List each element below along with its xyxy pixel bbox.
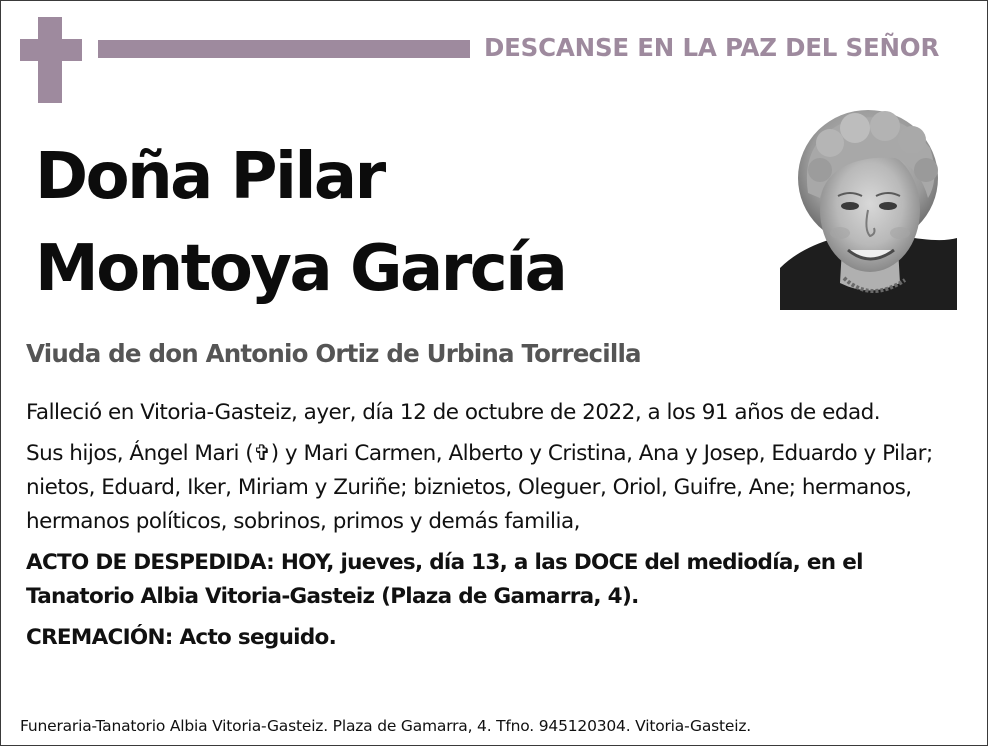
funeral-home-footer: Funeraria-Tanatorio Albia Vitoria-Gasteiz. Plaza de Gamarra, 4. Tfno. 945120304. Vitoria-Gasteiz. <box>20 717 752 735</box>
cross-horizontal-bar <box>20 39 82 61</box>
header-motto: DESCANSE EN LA PAZ DEL SEÑOR <box>484 33 940 62</box>
deceased-name-line-1: Doña Pilar <box>35 140 384 214</box>
farewell-ceremony: ACTO DE DESPEDIDA: HOY, jueves, día 13, a las DOCE del mediodía, en el Tanatorio Albia Vitoria-Gasteiz (Plaza de Gamarra, 4). <box>26 550 863 609</box>
cremation-notice: CREMACIÓN: Acto seguido. <box>26 625 337 650</box>
deceased-name-line-2: Montoya García <box>35 232 566 306</box>
family-list: Sus hijos, Ángel Mari (✞) y Mari Carmen, Alberto y Cristina, Ana y Josep, Eduardo y Pilar; nietos, Eduard, Iker, Miriam y Zuriñe; biznietos, Oleguer, Oriol, Guifre, Ane; hermanos, hermanos políticos, sobrinos, primos y demás familia, <box>26 441 933 534</box>
latin-cross-icon <box>20 17 82 103</box>
widow-of-line: Viuda de don Antonio Ortiz de Urbina Torrecilla <box>26 339 641 368</box>
deceased-name <box>35 131 755 315</box>
portrait-photo-svg <box>780 98 957 310</box>
obituary-body <box>26 396 956 662</box>
death-notice: Falleció en Vitoria-Gasteiz, ayer, día 12 de octubre de 2022, a los 91 años de edad. <box>26 400 881 425</box>
portrait-photo <box>780 98 957 310</box>
header-divider-bar <box>98 40 470 58</box>
